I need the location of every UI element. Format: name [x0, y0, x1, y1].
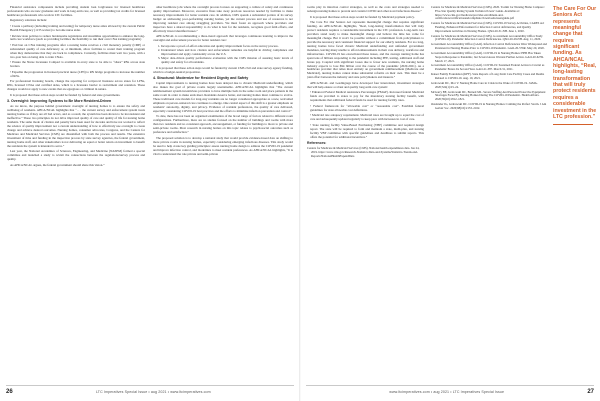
references-heading: References: [307, 140, 327, 145]
body-paragraph: For professional licensing boards, change the reporting for reciprocal licensure across states for LPNs, RNs, licensed CNAs and certified aides, which is a licensure barrier to recruitment and retention. These changes would not apply to new events that are egregious or criminal in nature. [7, 79, 145, 92]
bullet-paragraph: • Federal framework for “allowable cost” or “reasonable cost”. Establish federal guidelines for state allowable cost definitions. [310, 103, 424, 112]
right-footer-text: www.ltcimperatives.com • aug 2021 • LTC Imperatives Special Issue [389, 390, 505, 394]
list-item: 2. Understand when and how citation and enforcement remedies are helpful in driving compliance and improvement and apply consistently across the U.S. [161, 49, 293, 57]
body-paragraph: other healthcare jobs where the oversight process focuses on supporting a culture of safety and continuous quality improvement. Moreover, excessive fines take away precious resources needed by facilities to make necessary improvements for better resident care. In addition, CMS spends a substantial portion of its survey budget on addressing poor-performing nursing homes, yet the current process and use of resources is not improving resident care among struggling providers. We must foster an approach where providers and inspectors have a shared responsibility to do what is best for the residents, recognize good faith efforts, and effectively invest identified issues.” [153, 6, 293, 33]
reference-entry: Kaiser Family Foundation (KFF). State Reports of Long-Term Care Facility Cases and Deaths Related to COVID-19. Aug. 19, 2021. [431, 72, 545, 80]
right-footer [306, 386, 594, 398]
section-heading: 4. Structural: Modernize for Resident Dignity and Safety [153, 76, 249, 81]
bullet-paragraph: • Ensure the Nurse Licensure Compact is available in every state to be able to “share” RNs across state borders. [10, 60, 145, 69]
bullet-paragraph: • Medicaid rate adequacy requirement. Medicaid rates are brought up to equal the cost of care and subsequently updated regularly to keep pace with increases in cost of care. [310, 113, 424, 122]
body-paragraph: The proposed solution is to develop a national study that would provide evidence-based data on shifting to more private rooms in nursing homes, especially considering emerging infectious diseases. This study would be used to help create key guiding principles: assess nursing home design to address the COVID-19 pandemic and improve infection control, and modernize to meet resident preferences. As AHCA/NCAL highlights, “It is vital to understand the role private and semi-private [153, 135, 293, 156]
reference-entry: Centers for Medicare & Medicaid Services (CMS). 2020. Toolkit for Nursing Home Compare: Five-Star Quality Rating System Technical Users’ Guide. Available at: https://www.cms.gov/medicare/provider-enrollment-and-certification/certificationandcomplianc/downloads/usersguide.pdf [431, 6, 545, 21]
reference-entry: Government Accountability Office (GAO). Infection Control Deficiencies Were Widespread and Persistent in Nursing Homes Prior to COVID-19 Pandemic. GAO-20-576R. May 20, 2020. [431, 42, 547, 51]
body-paragraph: It is proposed that these action steps would be funded by current CMS civil and state survey agency funding, which is a budget-neutral proposition. [153, 65, 293, 74]
list-item: 1. Incorporate a proof-of-effort education and quality improvement focus on the survey process. [161, 45, 293, 49]
pull-quote [553, 6, 597, 128]
right-page-references-column [431, 6, 547, 378]
body-paragraph: Financial assistance components include providing student loan forgiveness for licensed healthcare professionals who are new graduates and work in long-term care, as well as providing tax credits for licensed healthcare professionals who work in LTC facilities. [7, 6, 145, 17]
reference-entry: Centers for Medicare & Medicaid Services (CMS). Government Accountability Office Study (COVID-19). Pandemic Infection Control Deficiencies. QSO-20-29-NH. Aug. 11, 2020. [431, 33, 543, 42]
pull-quote-rule [553, 124, 593, 125]
bullet-paragraph: • State nursing facility Value-Based Purchasing (VBP) committee and required design report. The state will be required to form and maintain a state, multi-plan, and nursing facility VBP committee with specific guidelines and deadlines to submit reports. This offers the potential for additional incentives.” [310, 122, 424, 139]
reference-entry: Centers for Medicare & Medicaid Services (CMS). National health expenditures data. Jan 24, 2019. https://www.cms.gov/Research-Statistics-Data-and-Systems/Statistics-Trends-and-Reports/NationalHealthExpendData [307, 146, 420, 158]
body-paragraph: AHCA/NCAL and LeadingAge have developed four interrelated, investment strategies that will help ensure a robust and quality long-term care system: [307, 80, 424, 89]
body-paragraph: Capital improvements to nursing homes have been delayed due to chronic Medicaid underfunding, which also makes the goal of private rooms largely unattainable. AHCA/NCAL highlights that “The current reimbursement system incentivizes providers to have multiple beds in the same room and place patients in the same room in order to make ends meet. Residents deserve better, and nursing homes must continue to evolve. These traditional care models for long-stay residents are no longer considered appropriate as a new, welcomed emphasis on person-centered care continues to emerge. One central aspect of this shift is a greater emphasis on residents’ autonomy, dignity, and privacy. Evidence of resident preferences, the quality of care delivered, especially considering COVID-19 best practices and the efforts to minimize infection prevention and control.” [153, 81, 293, 113]
body-paragraph: It is proposed that these action steps would be funded by Medicaid payment policy. [310, 14, 415, 19]
numbered-list [153, 45, 293, 66]
bullet-paragraph: • Enhanced Federal Medical Assistance Percentages (FMAP). Increased federal Medicaid funds are provided to states to pay for the mandatory nursing facility benefit, with requirements that additional federal funds be used for nursing facility rates. [310, 90, 424, 103]
body-paragraph: As AHCA/NCAL argues, the federal government should share this vision.” [10, 162, 105, 167]
bullet-paragraph: • Review state policies to reduce burdensome regulations and streamline opportunities to enhance the long-term care workforce (such as providing facilities the flexibility to run their own CNA training programs) [10, 33, 145, 42]
reference-entry: Ouslander JG, Grabowski DC. COVID-19 in Nursing Homes: Calming the Perfect Storm. J Am Geriatr Soc. 2020;68(10):2153–2162. [431, 101, 547, 110]
body-paragraph: As we know, the purpose behind government oversight of nursing homes is to ensure the safety and wellbeing of residents. AHCA/NCAL highlights that “. . . the current survey and enforcement system treats nursing homes as if they are all bad actors, and as a result, the system has been shown to be inconsistent and ineffective.” These two principles do not drive improved quality of care and quality of life for nursing home residents. The same mode of citation and penalty have been used for decades and have not worked to reflect the science of quality improvement nor a current understanding of how to effectively use oversight to create change and achieve desired outcomes. Nursing homes, consumer advocates, Congress, and the Centers for Medicare and Medicaid Services (CMS) are dissatisfied with both the process and results. The extensive investment of time and funding in the inspection process by state survey agencies, the federal government, nursing home staff, and other stakeholders is not delivering an equal or better return on investment to benefit the residents the system is intended to serve.” [7, 104, 145, 148]
list-item: 3. Major data-driven quality performance evaluation with the CMS mission of assuring basic levels of quality and safety for all residents. [161, 57, 293, 65]
reference-entry: Government Accountability Office (GAO). COVID-19 in Nursing Homes: HHS Has Taken Steps in Response to Pandemic, but Several Areas Warrant Further Action. GAO-20-627R. March 17, 2021. [431, 51, 545, 63]
left-page-column-2 [153, 6, 293, 378]
reference-entry: Government Accountability Office (GAO). COVID-19: Sustained Federal Action is Crucial as Pandemic Enters Its Second Year. GAO-21-387. March 31, 2021. [431, 63, 545, 72]
body-paragraph: The Care For Our Seniors Act represents meaningful change that requires significant funding. As AHCA/NCAL highlights, “Real, long-lasting transformation that will truly protect residents requires a considerable investment in the LTC profession. Long-term care providers stand ready to make meaningful change and believe the time has come for meaningful change. But it won’t be possible without a commitment from policymakers to provide the necessary and consistent financial support for our elderly residents. For too long, nursing homes have faced chronic Medicaid underfunding and unfunded government mandates, leaving many unable to afford enhancements in their care delivery, workforce and infrastructure. COVID-19 has exacerbated these issues, and the average nursing home has spent tens of billions responding to the pandemic including PPE, testing, additional staff and bonus pay. Coupled with significant losses due to fewer new residents, the nursing home industry expects to lose $94 billion over the course of the pandemic (2020-2021). As a healthcare provider that relies most entirely on government reimbursement (Medicare and Medicaid), nursing homes cannot make substantial reforms on their own. This must be a joint effort between the industry and state policymakers and insurers.” [307, 20, 424, 80]
bullet-paragraph: • Expedite the progression in licensed practical nurse (LPN) to RN bridge programs to increase the number of RNs. [10, 69, 145, 78]
references-list-start [307, 147, 424, 158]
right-page-column-1 [307, 6, 424, 378]
reference-entry: Centers for Medicare & Medicaid Services (CMS). COVID-19 Survey Activities, CARES Act Funding, Enhanced Enforcement for Infection Control deficiencies, and Quality Improvement Activities in Nursing Homes. QSO-20-31-NH. June 1, 2020. [431, 21, 545, 33]
body-paragraph: To date, there has not been an organized examination of the broad range of factors related to different room configurations. Furthermore, there are no studies focused on the number of buildings and rooms with more than two residents and no consistent approach, encouragement, or funding for buildings to move to private and semi-private rooms. Most research in nursing homes on this topic relates to psychosocial outcomes such as preference and satisfaction.” [153, 114, 293, 135]
bullet-paragraph: • End ban on CNA training programs after a nursing home receives a civil monetary penalty (CMP) or substandard quality of care deficiency or, at minimum, allow facilities to restart their training program when they demonstrate that they are back in compliance. Currently, facilities must wait two years, with a two-year ban on being able to train CNAs. [10, 43, 145, 59]
section-heading: 3. Oversight: Improving Systems to Be More Resident-Driven [7, 99, 112, 104]
reference-entry: Grabowski DC, Mor V. Nursing Home Care in Crisis in the Wake of COVID-19. JAMA. 2020;324(1):23–24. [431, 80, 538, 89]
body-paragraph: Last year, the National Academies of Sciences, Engineering, and Medicine (NASEM) formed a special committee and launched a study to revisit the connections between the regulations/survey process and quality. [7, 149, 145, 162]
pull-quote-text: The Care For Our Seniors Act represents meaningful change that requires significant funding. As AHCA/NCAL highlights, “Real, long-lasting transformation that will truly protect residents requires a considerable investment in the LTC profession.” [553, 6, 597, 120]
body-paragraph: AHCA/NCAL is recommending a three-tiered approach that leverages continuous learning to improve the oversight and enforcement process for better resident care: [153, 34, 293, 43]
bullet-paragraph: • Create a pathway (including training and testing) for temporary nurse aides allowed by the current Public Health Emergency (1135 waiver) to become nurse aides [10, 24, 145, 32]
left-page-column-1 [7, 6, 145, 378]
reference-entry: McGarry BE, Grabowski DC, Barnett ML. Severe Staffing And Personal Protective Equipment Shortages Faced By Nursing Homes During The COVID-19 Pandemic. Health Affairs. 2020;39(10):1812–1821. [431, 89, 546, 101]
body-paragraph: It is proposed that these action steps would be funded by federal and state governments. [10, 92, 121, 97]
left-page-number: 26 [6, 389, 13, 395]
left-footer [6, 386, 294, 398]
body-paragraph: Regulatory solutions include: [10, 18, 47, 23]
right-page-number: 27 [587, 389, 594, 395]
body-paragraph: rooms play in infection control strategies, as well as the costs and strategies needed to redesign nursing homes to prevent and contain COVID and other novel infectious disease.” [307, 6, 424, 13]
left-footer-text: LTC Imperatives Special Issue • aug 2021 • www.ltcimperatives.com [95, 390, 211, 394]
